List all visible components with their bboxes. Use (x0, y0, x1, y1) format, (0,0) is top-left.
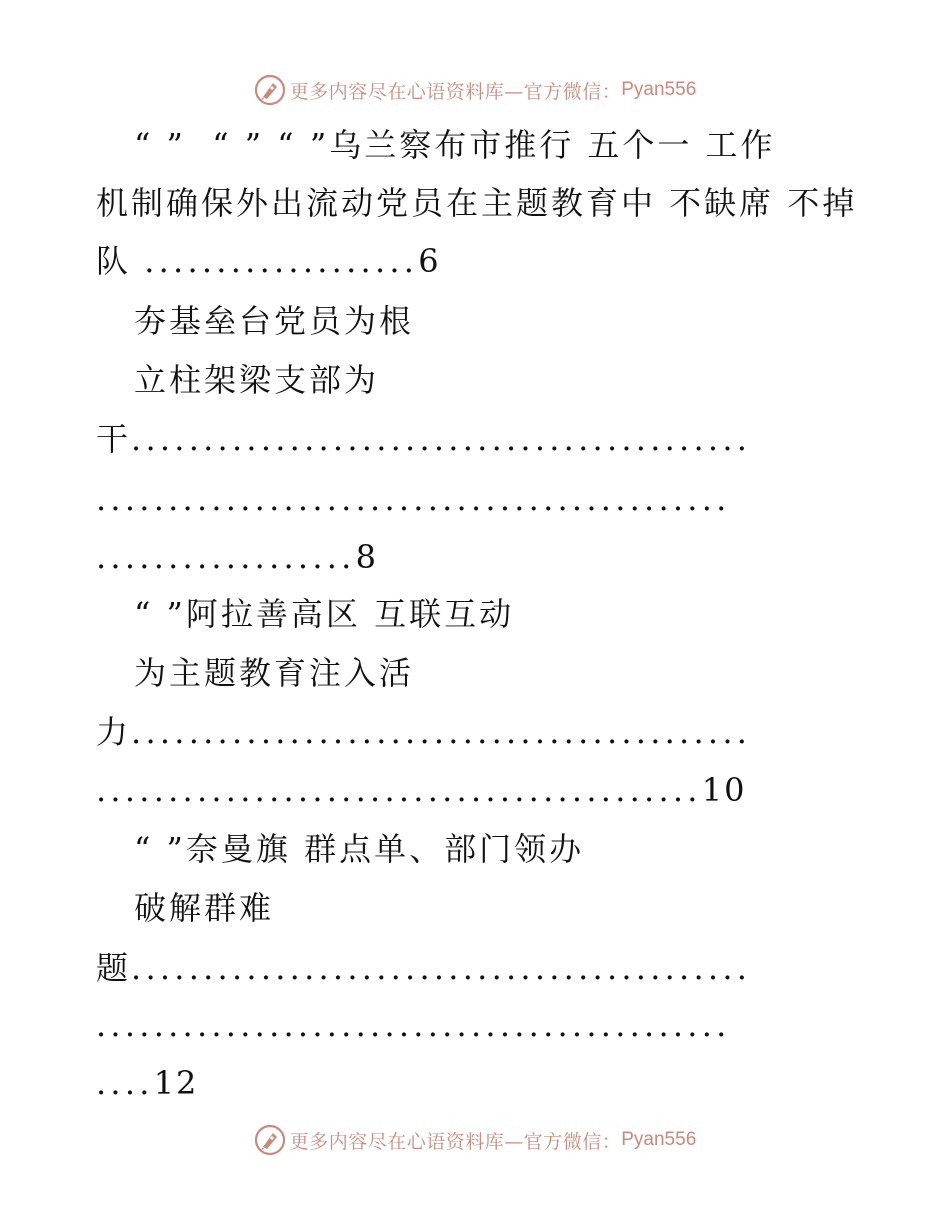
toc-entry2-line1: 夯基垒台党员为根 (134, 302, 415, 340)
fountain-pen-nib-icon (254, 1124, 286, 1156)
watermark-account: Pyan556 (621, 1129, 697, 1150)
toc-entry4-line1: “ ”奈曼旗 群点单、部门领办 (134, 830, 585, 868)
watermark-account: Pyan556 (621, 79, 697, 100)
toc-entry3-line3 (96, 703, 751, 761)
toc-leader-dots: ........................................... (131, 713, 752, 751)
toc-entry2-page: 8 (355, 538, 378, 576)
toc-entry4-line3 (96, 939, 751, 997)
toc-entry2-line4 (96, 470, 731, 528)
watermark-text: 更多内容尽在心语资料库—官方微信： (289, 80, 622, 103)
toc-entry3-line2: 为主题教育注入活 (134, 654, 415, 692)
toc-entry3-line1: “ ”阿拉善高区 互联互动 (134, 595, 515, 633)
toc-leader-dots: ............................................ (96, 1006, 731, 1044)
footer-watermark (0, 1120, 950, 1160)
toc-leader-dots: ........................................... (131, 949, 752, 987)
toc-entry1-line1: “ ” “ ” “ ”乌兰察布市推行 五个一 工作 (134, 126, 776, 164)
header-watermark (0, 70, 950, 110)
toc-leader-dots: ................... (144, 242, 419, 280)
toc-leader-dots: ........................................... (131, 420, 752, 458)
toc-entry2-line2: 立柱架梁支部为 (134, 361, 380, 399)
toc-entry1-page: 6 (418, 242, 441, 280)
toc-entry2-line3 (96, 410, 751, 468)
toc-entry3-title-end: 力 (96, 713, 132, 751)
toc-entry2-title-end: 干 (96, 420, 132, 458)
toc-entry4-line2: 破解群难 (134, 889, 275, 927)
fountain-pen-nib-icon (254, 74, 286, 106)
toc-entry1-title-end: 队 (96, 242, 145, 280)
toc-leader-dots: ............................................ (96, 480, 731, 518)
toc-entry1-line3 (96, 232, 441, 290)
toc-entry4-line5 (96, 1054, 198, 1112)
watermark-text: 更多内容尽在心语资料库—官方微信： (289, 1130, 622, 1153)
toc-entry4-title-end: 题 (96, 949, 132, 987)
toc-entry3-page: 10 (701, 771, 747, 809)
toc-entry1-line2: 机制确保外出流动党员在主题教育中 不缺席 不掉 (96, 184, 858, 222)
toc-entry4-page: 12 (153, 1064, 199, 1102)
toc-entry4-line4 (96, 996, 731, 1054)
toc-leader-dots: .................. (96, 538, 356, 576)
toc-leader-dots: .......................................... (96, 771, 702, 809)
toc-leader-dots: .... (96, 1064, 154, 1102)
toc-entry2-line5 (96, 528, 378, 586)
toc-entry3-line4 (96, 761, 746, 819)
